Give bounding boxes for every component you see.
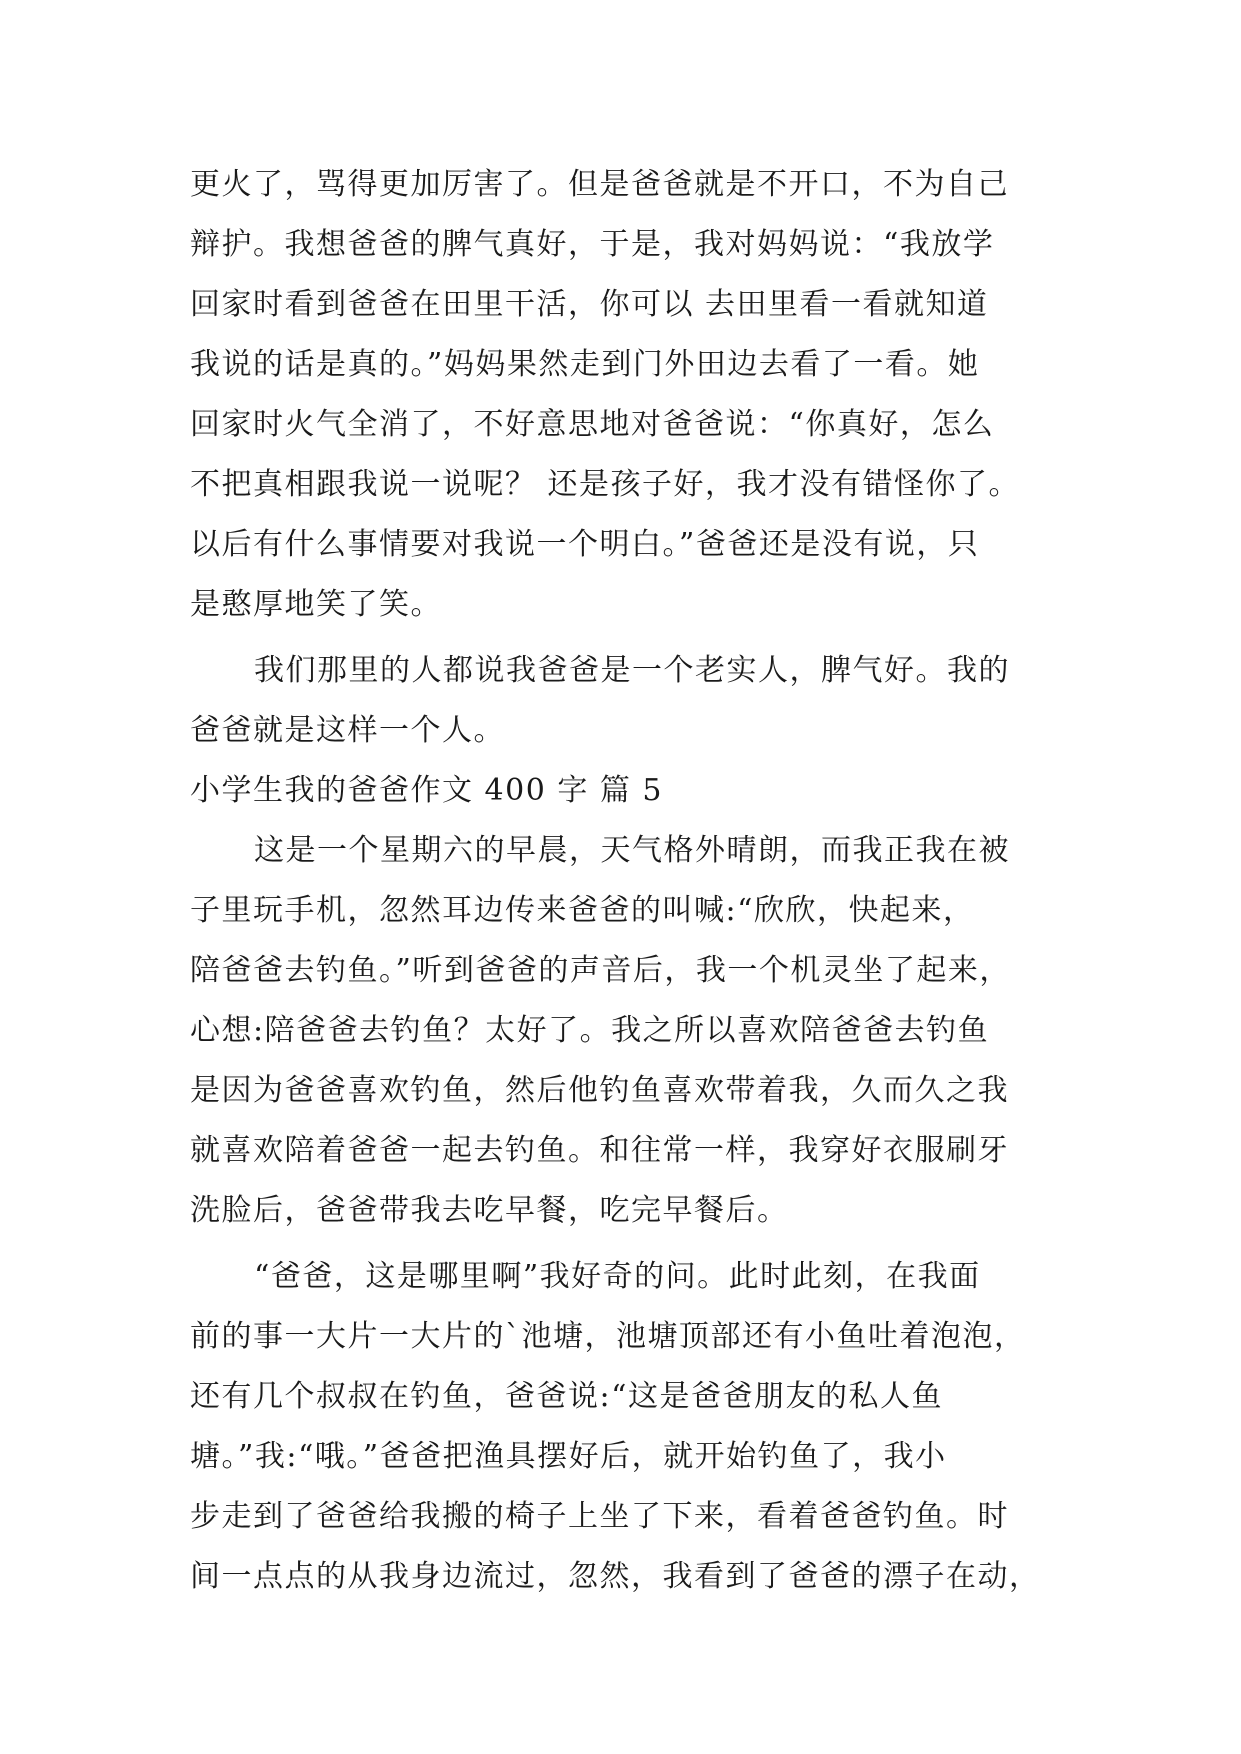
text-line: 不把真相跟我说一说呢？ 还是孩子好，我才没有错怪你了。 bbox=[190, 467, 1021, 502]
paragraph-3 bbox=[190, 821, 1050, 1241]
text-line: 间一点点的从我身边流过，忽然，我看到了爸爸的漂子在动， bbox=[190, 1559, 1041, 1594]
text-line: 陪爸爸去钓鱼。”听到爸爸的声音后，我一个机灵坐了起来， bbox=[190, 953, 1011, 988]
text-line: 辩护。我想爸爸的脾气真好，于是，我对妈妈说：“我放学 bbox=[190, 227, 995, 262]
text-line: 以后有什么事情要对我说一个明白。”爸爸还是没有说，只 bbox=[190, 527, 980, 562]
text-line: 爸爸就是这样一个人。 bbox=[190, 713, 505, 748]
text-line: 更火了，骂得更加厉害了。但是爸爸就是不开口，不为自己 bbox=[190, 167, 1009, 202]
paragraph-2 bbox=[190, 641, 1050, 761]
text-line: 塘。”我:“哦。”爸爸把渔具摆好后，就开始钓鱼了，我小 bbox=[190, 1439, 947, 1474]
text-line: 步走到了爸爸给我搬的椅子上坐了下来，看着爸爸钓鱼。时 bbox=[190, 1499, 1009, 1534]
text-line: 回家时看到爸爸在田里干活，你可以 去田里看一看就知道 bbox=[190, 287, 989, 322]
text-line: 就喜欢陪着爸爸一起去钓鱼。和往常一样，我穿好衣服刷牙 bbox=[190, 1133, 1009, 1168]
text-line: 回家时火气全消了，不好意思地对爸爸说：“你真好，怎么 bbox=[190, 407, 995, 442]
paragraph-4 bbox=[190, 1247, 1050, 1607]
text-line: 心想:陪爸爸去钓鱼？太好了。我之所以喜欢陪爸爸去钓鱼 bbox=[190, 1013, 990, 1048]
section-heading: 小学生我的爸爸作文 400 字 篇 5 bbox=[190, 773, 663, 808]
text-line: 我们那里的人都说我爸爸是一个老实人，脾气好。我的 bbox=[254, 653, 1010, 688]
text-line: 我说的话是真的。”妈妈果然走到门外田边去看了一看。她 bbox=[190, 347, 980, 382]
text-line: 是因为爸爸喜欢钓鱼，然后他钓鱼喜欢带着我，久而久之我 bbox=[190, 1073, 1009, 1108]
text-line: 还有几个叔叔在钓鱼，爸爸说:“这是爸爸朋友的私人鱼 bbox=[190, 1379, 943, 1414]
text-line: 洗脸后，爸爸带我去吃早餐，吃完早餐后。 bbox=[190, 1193, 789, 1228]
text-line: 前的事一大片一大片的`池塘，池塘顶部还有小鱼吐着泡泡， bbox=[190, 1319, 1026, 1354]
text-line: “爸爸，这是哪里啊”我好奇的问。此时此刻，在我面 bbox=[254, 1259, 981, 1294]
text-line: 这是一个星期六的早晨，天气格外晴朗，而我正我在被 bbox=[254, 833, 1010, 868]
text-line: 子里玩手机，忽然耳边传来爸爸的叫喊:“欣欣，快起来， bbox=[190, 893, 975, 928]
document-body bbox=[190, 155, 1050, 1607]
paragraph-1 bbox=[190, 155, 1050, 635]
text-line: 是憨厚地笑了笑。 bbox=[190, 587, 442, 622]
